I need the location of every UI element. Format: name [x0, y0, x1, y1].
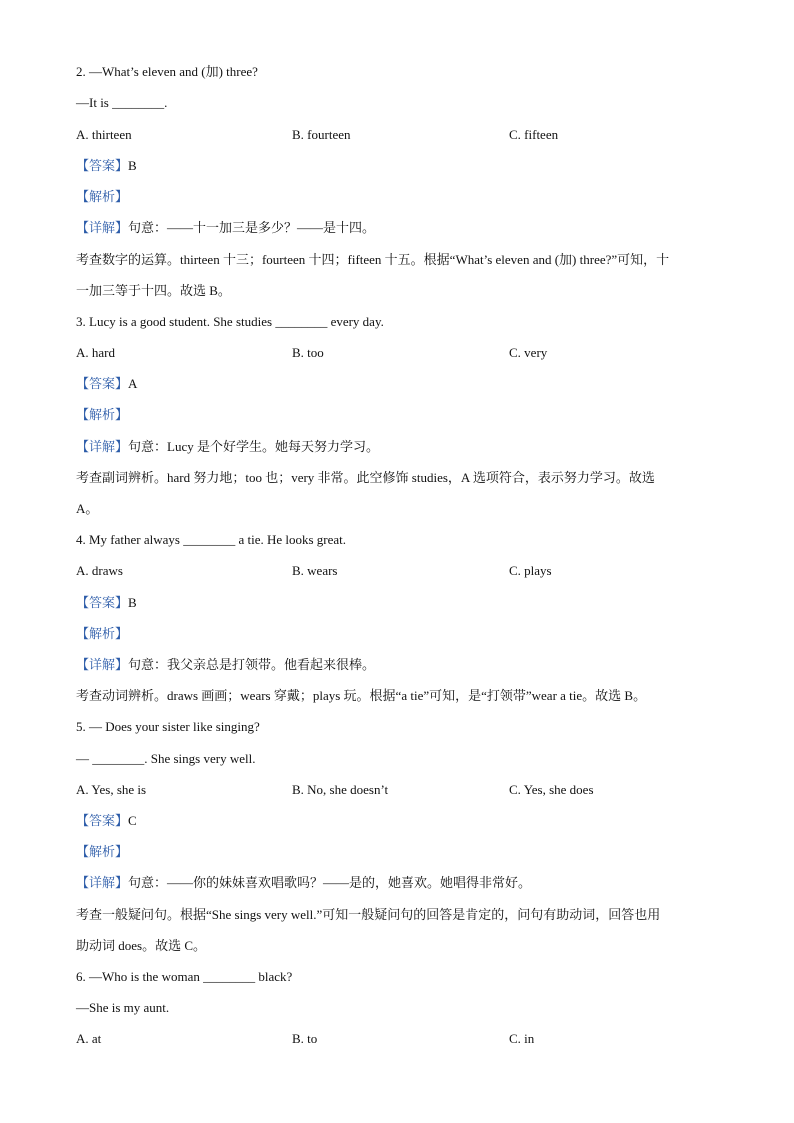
option-a: A. thirteen: [76, 127, 132, 142]
option-a: A. hard: [76, 345, 115, 360]
question-2-answer: [76, 157, 137, 175]
question-2-detail: [76, 219, 375, 237]
question-2-explanation-line-1: 考查数字的运算。thirteen 十三；fourteen 十四；fifteen 十五。根据“What’s eleven and (加) three?”可知，十: [76, 252, 670, 267]
detail-tag: 【详解】: [76, 875, 129, 890]
option-a: A. draws: [76, 563, 123, 578]
question-4-analysis-tag: 【解析】: [76, 626, 129, 641]
question-3-analysis-tag: 【解析】: [76, 407, 129, 422]
detail-tag: 【详解】: [76, 439, 129, 454]
answer-tag: 【答案】: [76, 595, 129, 610]
answer-tag: 【答案】: [76, 158, 129, 173]
detail-text: 句意：——你的妹妹喜欢唱歌吗？——是的，她喜欢。她唱得非常好。: [128, 875, 532, 890]
option-b: B. No, she doesn’t: [292, 782, 389, 797]
question-2-explanation-line-2: 一加三等于十四。故选 B。: [76, 283, 231, 298]
option-c: C. very: [509, 345, 548, 360]
detail-text: 句意：——十一加三是多少？——是十四。: [128, 220, 376, 235]
question-5-explanation-line-2: 助动词 does。故选 C。: [76, 938, 207, 953]
question-4-answer: [76, 594, 137, 612]
option-b: B. wears: [292, 563, 338, 578]
question-6-options: [76, 1030, 756, 1048]
question-3-options: [76, 344, 756, 362]
detail-tag: 【详解】: [76, 657, 129, 672]
option-b: B. too: [292, 345, 324, 360]
question-6-stem-line-2: —She is my aunt.: [76, 1000, 170, 1015]
question-2-stem-line-1: 2. —What’s eleven and (加) three?: [76, 64, 258, 79]
detail-text: 句意：我父亲总是打领带。他看起来很棒。: [128, 657, 376, 672]
option-c: C. fifteen: [509, 127, 559, 142]
question-3-stem: 3. Lucy is a good student. She studies ________ every day.: [76, 314, 384, 329]
question-5-explanation-line-1: 考查一般疑问句。根据“She sings very well.”可知一般疑问句的回答是肯定的，问句有助动词，回答也用: [76, 907, 661, 922]
option-b: B. to: [292, 1031, 318, 1046]
question-4-explanation: 考查动词辨析。draws 画画；wears 穿戴；plays 玩。根据“a tie”可知，是“打领带”wear a tie。故选 B。: [76, 688, 647, 703]
question-3-explanation-line-2: A。: [76, 501, 99, 516]
answer-value: C: [128, 813, 137, 828]
question-3-detail: [76, 438, 379, 456]
answer-value: B: [128, 158, 137, 173]
question-5-answer: [76, 812, 137, 830]
detail-text: 句意：Lucy 是个好学生。她每天努力学习。: [128, 439, 379, 454]
answer-tag: 【答案】: [76, 813, 129, 828]
question-5-stem-line-2: — ________. She sings very well.: [76, 751, 256, 766]
question-4-detail: [76, 656, 375, 674]
question-3-answer: [76, 375, 137, 393]
question-2-options: [76, 126, 756, 144]
answer-tag: 【答案】: [76, 376, 129, 391]
question-2-stem-line-2: —It is ________.: [76, 95, 168, 110]
option-c: C. Yes, she does: [509, 782, 594, 797]
question-3-explanation-line-1: 考查副词辨析。hard 努力地；too 也；very 非常。此空修饰 studies，A 选项符合，表示努力学习。故选: [76, 470, 655, 485]
option-a: A. at: [76, 1031, 102, 1046]
question-5-detail: [76, 874, 531, 892]
option-b: B. fourteen: [292, 127, 351, 142]
detail-tag: 【详解】: [76, 220, 129, 235]
question-5-stem-line-1: 5. — Does your sister like singing?: [76, 719, 260, 734]
question-5-options: [76, 781, 756, 799]
answer-value: B: [128, 595, 137, 610]
question-2-analysis-tag: 【解析】: [76, 189, 129, 204]
question-4-stem: 4. My father always ________ a tie. He looks great.: [76, 532, 347, 547]
question-5-analysis-tag: 【解析】: [76, 844, 129, 859]
question-6-stem-line-1: 6. —Who is the woman ________ black?: [76, 969, 293, 984]
answer-value: A: [128, 376, 138, 391]
option-c: C. plays: [509, 563, 552, 578]
option-c: C. in: [509, 1031, 535, 1046]
option-a: A. Yes, she is: [76, 782, 147, 797]
question-4-options: [76, 562, 756, 580]
